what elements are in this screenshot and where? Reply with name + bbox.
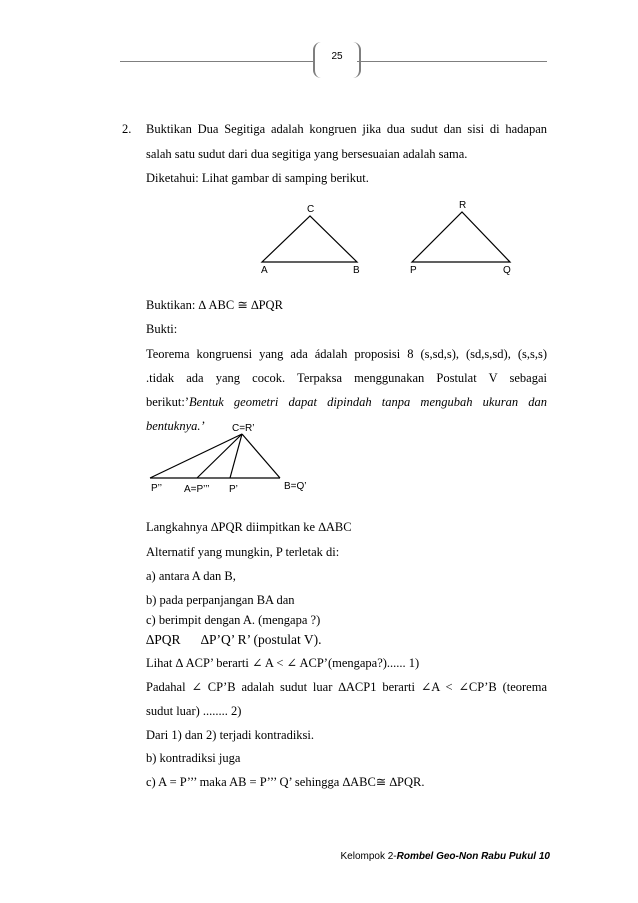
step-line: Dari 1) dan 2) terjadi kontradiksi. <box>146 728 315 742</box>
label-p: P <box>410 265 417 276</box>
page-footer <box>341 851 551 862</box>
label-q: Q <box>503 265 511 276</box>
step-line: sudut luar) ........ 2) <box>146 704 242 718</box>
overlap-figure <box>150 434 280 478</box>
step-line: Padahal ∠ CP’B adalah sudut luar ∆ACP1 berarti ∠A < ∠CP’B (teorema <box>146 680 547 694</box>
triangle-abc <box>262 216 357 262</box>
label-p-double-prime: P’’ <box>151 483 162 494</box>
proof-paragraph-line-1: Teorema kongruensi yang ada ádalah proposisi 8 (s,sd,s), (sd,s,sd), (s,s,s) <box>146 347 547 361</box>
step-line: c) A = P’’’ maka AB = P’’’ Q’ sehingga ∆ABC≅ ∆PQR. <box>146 775 425 789</box>
label-b-q-prime: B=Q’ <box>284 481 307 492</box>
label-p-prime: P’ <box>229 484 238 495</box>
step-line: b) kontradiksi juga <box>146 751 241 765</box>
label-c: C <box>307 204 315 215</box>
label-b: B <box>353 265 360 276</box>
footer-group: Kelompok 2- <box>340 851 397 862</box>
step-line: a) antara A dan B, <box>146 569 236 583</box>
proof-paragraph-line-4: bentuknya.’ <box>146 419 205 433</box>
step-line: ∆PQR ∆P’Q’ R’ (postulat V). <box>146 632 322 647</box>
label-c-r-prime: C=R’ <box>232 423 255 434</box>
problem-number: 2. <box>122 122 132 136</box>
step-line: Lihat ∆ ACP’ berarti ∠ A < ∠ ACP’(mengapa?)...... 1) <box>146 656 420 670</box>
proof-line-3-prefix: berikut:’ <box>146 395 190 409</box>
bukti-heading: Bukti: <box>146 322 178 336</box>
footer-class: Rombel Geo-Non Rabu Pukul 10 <box>396 851 550 862</box>
triangle-pqr <box>412 212 510 262</box>
given-statement: Diketahui: Lihat gambar di samping berikut. <box>146 171 369 185</box>
problem-line-1: Buktikan Dua Segitiga adalah kongruen jika dua sudut dan sisi di hadapan <box>146 122 547 136</box>
label-a: A <box>261 265 268 276</box>
prove-statement: Buktikan: ∆ ABC ≅ ∆PQR <box>146 298 283 312</box>
label-a-p-triple-prime: A=P’’’ <box>184 484 210 495</box>
step-line: b) pada perpanjangan BA dan <box>146 593 295 607</box>
step-line: Langkahnya ∆PQR diimpitkan ke ∆ABC <box>146 520 352 534</box>
step-line: c) berimpit dengan A. (mengapa ?) <box>146 613 321 627</box>
proof-paragraph-line-2: .tidak ada yang cocok. Terpaksa menggunakan Postulat V sebagai <box>146 371 547 385</box>
postulate-quote: Bentuk geometri dapat dipindah tanpa mengubah ukuran dan <box>189 395 547 409</box>
page-number: 25 <box>313 42 361 78</box>
proof-paragraph-line-3 <box>146 394 547 410</box>
step-line: Alternatif yang mungkin, P terletak di: <box>146 545 340 559</box>
label-r: R <box>459 200 467 211</box>
problem-line-2: salah satu sudut dari dua segitiga yang bersesuaian adalah sama. <box>146 147 468 161</box>
